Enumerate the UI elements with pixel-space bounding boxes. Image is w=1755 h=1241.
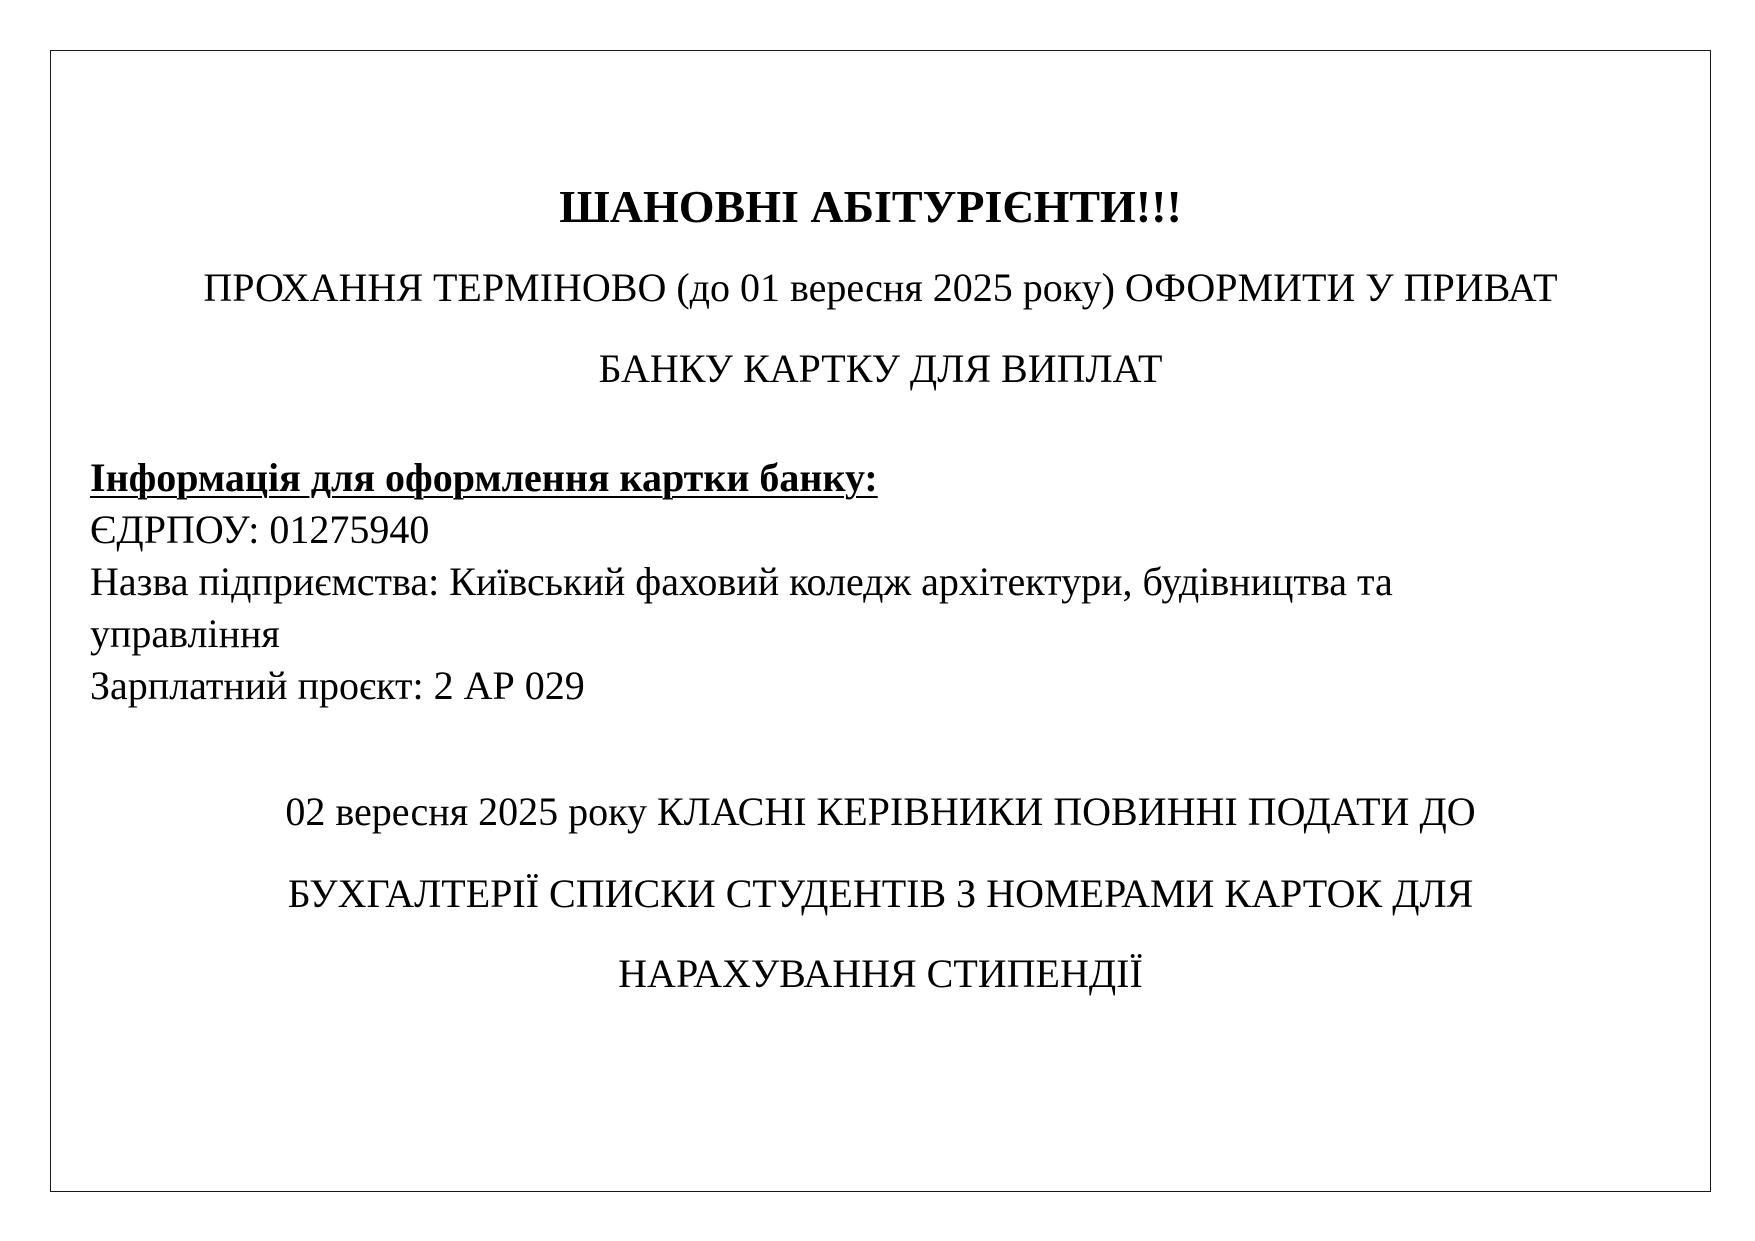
company-name-line-2: управління xyxy=(90,611,280,656)
info-title: Інформація для оформлення картки банку: xyxy=(90,455,878,500)
notice-line-2: БУХГАЛТЕРІЇ СПИСКИ СТУДЕНТІВ З НОМЕРАМИ КАРТОК ДЛЯ xyxy=(287,871,1474,916)
edrpou-line: ЄДРПОУ: 01275940 xyxy=(90,507,430,552)
request-line-2: БАНКУ КАРТКУ ДЛЯ ВИПЛАТ xyxy=(598,346,1163,391)
notice-line-1: 02 вересня 2025 року КЛАСНІ КЕРІВНИКИ ПОВИННІ ПОДАТИ ДО xyxy=(285,789,1476,834)
salary-project-line: Зарплатний проєкт: 2 АР 029 xyxy=(90,663,585,708)
bank-card-info-block xyxy=(90,452,1393,712)
announcement-heading: ШАНОВНІ АБІТУРІЄНТИ!!! xyxy=(559,181,1182,232)
notice-line-3: НАРАХУВАННЯ СТИПЕНДІЇ xyxy=(618,951,1143,996)
company-name-line-1: Назва підприємства: Київський фаховий коледж архітектури, будівництва та xyxy=(90,559,1393,604)
document-frame xyxy=(50,50,1711,1192)
request-line-1: ПРОХАННЯ ТЕРМІНОВО (до 01 вересня 2025 року) ОФОРМИТИ У ПРИВАТ xyxy=(203,265,1558,310)
